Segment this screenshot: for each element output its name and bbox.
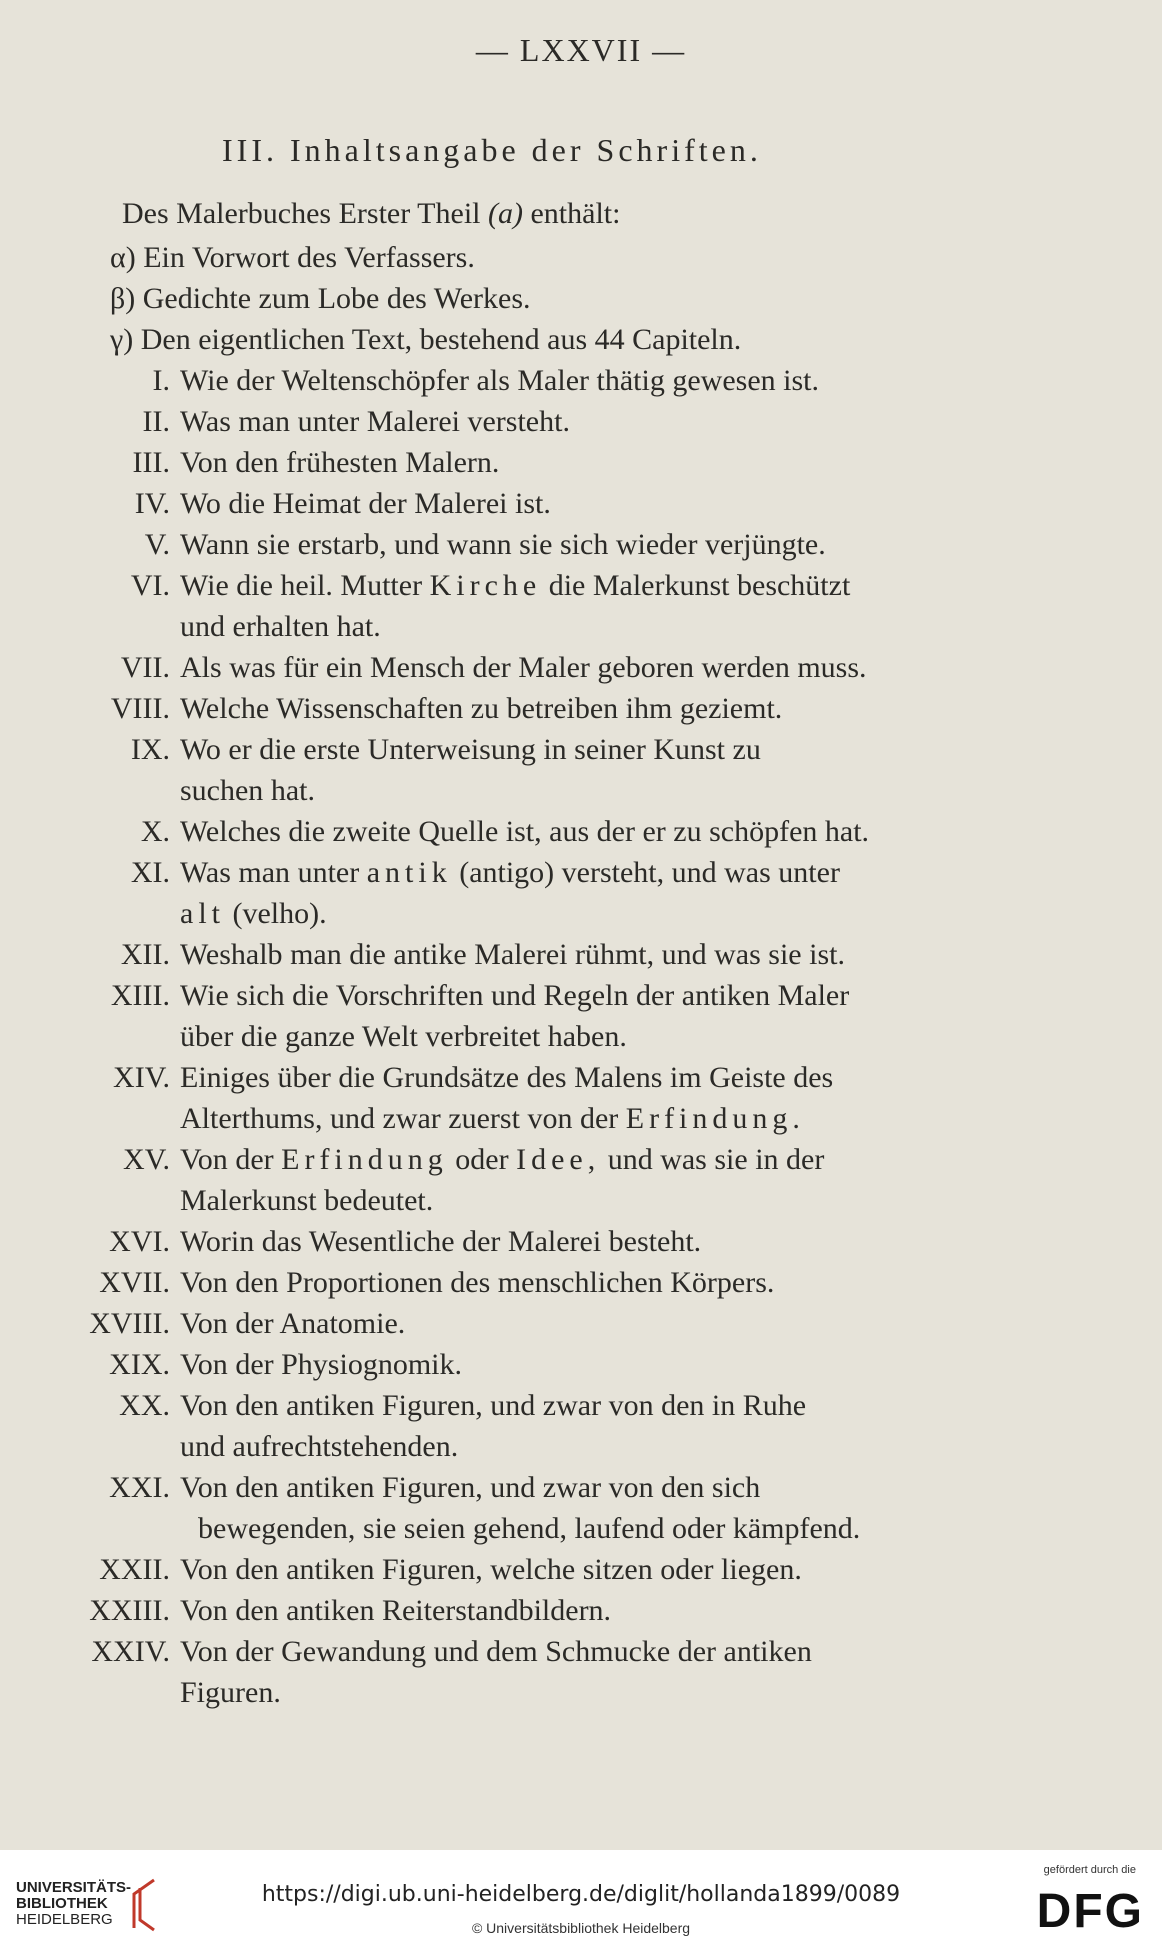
pre-item-text: Den eigentlichen Text, bestehend aus 44 Capiteln. xyxy=(140,323,742,356)
chapter-number: VII. xyxy=(120,651,170,684)
chapter-text: Von der Physiognomik. xyxy=(180,1348,462,1381)
pre-item xyxy=(110,322,741,358)
chapter-text: Wo die Heimat der Malerei ist. xyxy=(180,487,551,520)
chapter-text: Von den antiken Figuren, welche sitzen oder liegen. xyxy=(180,1553,802,1586)
footer xyxy=(0,1850,1162,1952)
library-logo: UNIVERSITÄTS- BIBLIOTHEK HEIDELBERG xyxy=(16,1879,132,1928)
chapter-text: Einiges über die Grundsätze des Malens im Geiste des xyxy=(180,1061,834,1094)
chapter-number: I. xyxy=(152,364,170,397)
chapter-number: XVIII. xyxy=(89,1307,170,1340)
chapter-text: Welches die zweite Quelle ist, aus der er zu schöpfen hat. xyxy=(180,815,870,848)
chapter-number: XXII. xyxy=(99,1553,170,1586)
chapter-text: Was man unter antik (antigo) versteht, und was unter xyxy=(180,856,840,889)
chapter-text: bewegenden, sie seien gehend, laufend oder kämpfend. xyxy=(198,1512,861,1545)
chapter-text: Von den antiken Figuren, und zwar von den sich xyxy=(180,1471,761,1504)
chapter-number: XII. xyxy=(120,938,170,971)
chapter-number: XIV. xyxy=(113,1061,170,1094)
pre-item xyxy=(110,240,475,276)
chapter-text: Von den Proportionen des menschlichen Körpers. xyxy=(180,1266,775,1299)
chapter-number: III. xyxy=(132,446,170,479)
chapter-text: Welche Wissenschaften zu betreiben ihm geziemt. xyxy=(180,692,783,725)
chapter-text: Wie sich die Vorschriften und Regeln der antiken Maler xyxy=(180,979,850,1012)
chapter-number: VIII. xyxy=(110,692,170,725)
chapter-text: Von der Gewandung und dem Schmucke der antiken xyxy=(180,1635,812,1668)
page-header: — LXXVII — xyxy=(475,32,687,68)
pre-item-mark: γ) xyxy=(110,323,141,356)
chapter-text: suchen hat. xyxy=(180,774,315,807)
chapter-number: XI. xyxy=(130,856,170,889)
pre-item-mark: α) xyxy=(110,241,144,274)
chapter-text: Von der Erfindung oder Idee, und was sie in der xyxy=(180,1143,825,1176)
chapter-number: XXIII. xyxy=(89,1594,170,1627)
chapter-text: Weshalb man die antike Malerei rühmt, und was sie ist. xyxy=(180,938,845,971)
chapter-number: XX. xyxy=(119,1389,170,1422)
chapter-text: Worin das Wesentliche der Malerei besteht. xyxy=(180,1225,702,1258)
pre-item-text: Ein Vorwort des Verfassers. xyxy=(143,241,475,274)
funding-note: gefördert durch die xyxy=(1043,1864,1136,1876)
chapter-text: Von der Anatomie. xyxy=(180,1307,406,1340)
chapter-number: XVII. xyxy=(99,1266,170,1299)
chapter-text: Von den frühesten Malern. xyxy=(180,446,500,479)
chapter-number: XV. xyxy=(123,1143,170,1176)
chapter-text: alt (velho). xyxy=(180,897,327,930)
chapter-number: XIII. xyxy=(110,979,170,1012)
pre-item-mark: β) xyxy=(110,282,143,315)
chapter-number: XXI. xyxy=(109,1471,170,1504)
chapter-text: Figuren. xyxy=(180,1676,281,1709)
chapter-text: Alterthums, und zwar zuerst von der Erfindung. xyxy=(180,1102,805,1135)
chapter-number: XIX. xyxy=(109,1348,170,1381)
chapter-text: Wie der Weltenschöpfer als Maler thätig gewesen ist. xyxy=(180,364,819,397)
chapter-number: V. xyxy=(144,528,170,561)
chapter-text: und aufrechtstehenden. xyxy=(180,1430,459,1463)
chapter-text: Malerkunst bedeutet. xyxy=(180,1184,434,1217)
chapter-text: Von den antiken Reiterstandbildern. xyxy=(180,1594,612,1627)
chapter-number: XXIV. xyxy=(91,1635,170,1668)
chapter-number: IX. xyxy=(130,733,170,766)
pre-item-text: Gedichte zum Lobe des Werkes. xyxy=(142,282,531,315)
chapter-text: Wann sie erstarb, und wann sie sich wieder verjüngte. xyxy=(180,528,826,561)
chapter-text: über die ganze Welt verbreitet haben. xyxy=(180,1020,627,1053)
section-title: III. Inhaltsangabe der Schriften. xyxy=(222,132,762,168)
chapter-number: XVI. xyxy=(109,1225,170,1258)
intro-line: Des Malerbuches Erster Theil (a) enthält: xyxy=(122,197,621,230)
chapter-text: Wie die heil. Mutter Kirche die Malerkunst beschützt xyxy=(180,569,851,602)
chapter-text: Von den antiken Figuren, und zwar von den in Ruhe xyxy=(180,1389,807,1422)
permalink-url[interactable]: https://digi.ub.uni-heidelberg.de/diglit/hollanda1899/0089 xyxy=(261,1882,901,1907)
dfg-logo: DFG xyxy=(1036,1885,1144,1938)
chapter-number: X. xyxy=(140,815,170,848)
pre-item xyxy=(110,281,531,317)
copyright-notice: © Universitätsbibliothek Heidelberg xyxy=(471,1920,691,1936)
chapter-text: und erhalten hat. xyxy=(180,610,381,643)
chapter-text: Was man unter Malerei versteht. xyxy=(180,405,570,438)
chapter-number: IV. xyxy=(134,487,170,520)
chapter-number: II. xyxy=(142,405,170,438)
chapter-text: Als was für ein Mensch der Maler geboren werden muss. xyxy=(180,651,867,684)
chapter-text: Wo er die erste Unterweisung in seiner Kunst zu xyxy=(180,733,761,766)
chapter-number: VI. xyxy=(130,569,170,602)
